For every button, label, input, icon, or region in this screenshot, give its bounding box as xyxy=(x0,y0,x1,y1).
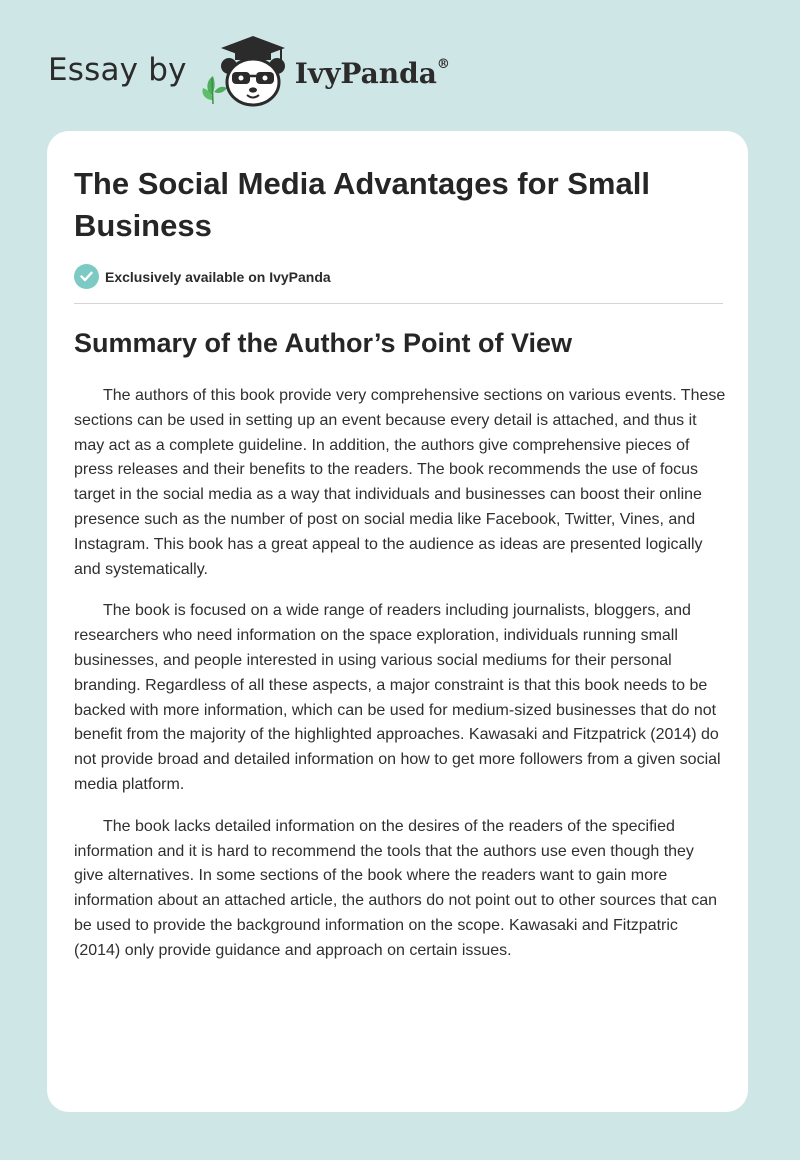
site-header xyxy=(48,30,450,110)
section-heading: Summary of the Author’s Point of View xyxy=(74,328,573,358)
essay-body xyxy=(74,384,726,981)
leaf-icon xyxy=(202,76,227,104)
page-title: The Social Media Advantages for Small Business xyxy=(74,166,650,243)
brand-name[interactable]: IvyPanda® xyxy=(294,56,450,90)
divider xyxy=(74,303,723,304)
paragraph: The authors of this book provide very comprehensive sections on various events. These sections can be used in setting up an event because every detail is attached, and thus it may act as a complete guideline. In addition, the authors give comprehensive pieces of press releases and their benefits to the readers. The book recommends the use of focus target in the social media as a way that individuals and businesses can boost their online presence such as the number of post on social media like Facebook, Twitter, Vines, and Instagram. This book has a great appeal to the audience as ideas are presented logically and systematically. xyxy=(74,387,726,578)
paragraph: The book lacks detailed information on the desires of the readers of the specified information and it is hard to recommend the tools that the authors use even though they give alternatives. In some sections of the book where the readers want to gain more information about an attached article, the authors do not point out to other sources that can be used to provide the background information on the scope. Kawasaki and Fitzpatric (2014) only provide guidance and approach on certain issues. xyxy=(74,817,718,959)
panda-graduate-icon xyxy=(201,30,291,110)
exclusive-badge xyxy=(74,264,331,289)
exclusive-label: Exclusively available on IvyPanda xyxy=(105,268,331,285)
paragraph: The book is focused on a wide range of readers including journalists, bloggers, and researchers who need information on the space exploration, individuals running small businesses, and people interested in using various social mediums for their personal branding. Regardless of all these aspects, a major constraint is that this book needs to be backed with more information, which can be used for medium-sized businesses that do not benefit from the majority of the highlighted approaches. Kawasaki and Fitzpatrick (2014) do not provide broad and detailed information on how to get more followers from a given social media platform. xyxy=(74,602,721,793)
essay-by-label: Essay by xyxy=(48,52,187,88)
check-icon xyxy=(74,264,99,289)
essay-card xyxy=(47,131,748,1112)
registered-mark: ® xyxy=(436,57,450,73)
